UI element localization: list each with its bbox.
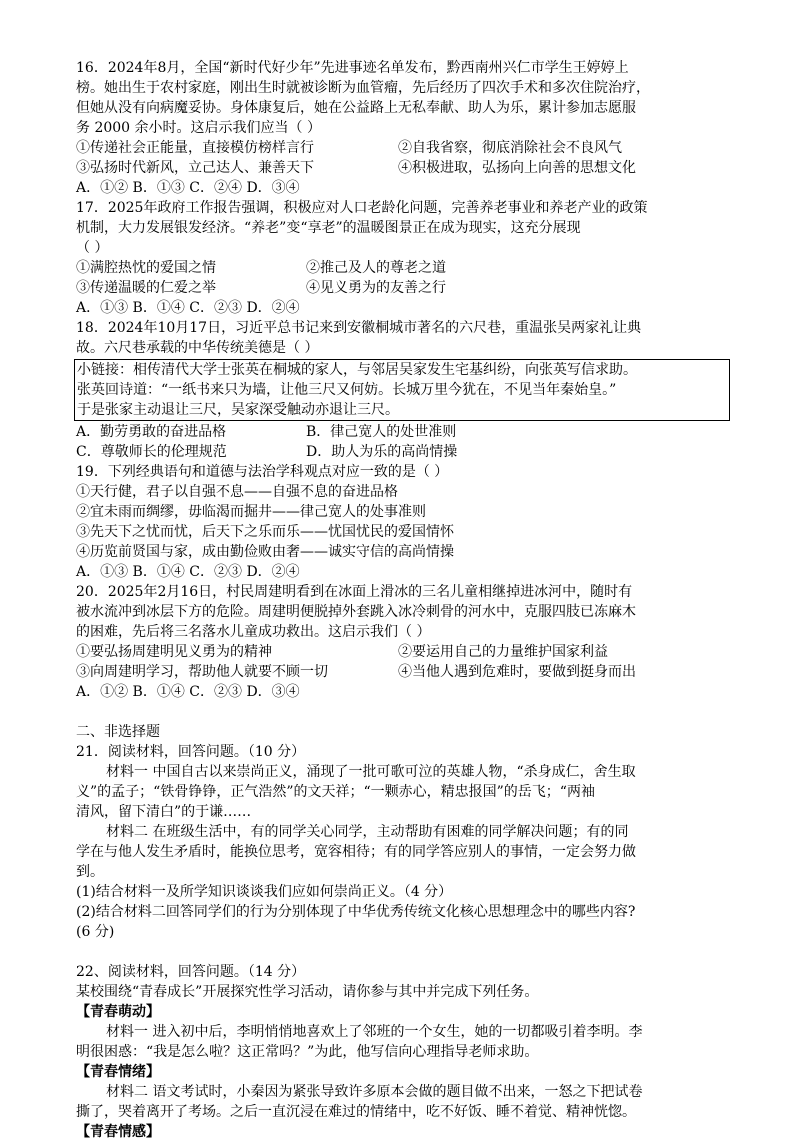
q17-option-1: ①满腔热忱的爱国之情 [76,260,216,276]
q21-material-1-line: 义”的孟子；“铁骨铮铮，正气浩然”的文天祥；“一颗赤心，精忠报国”的岳飞；“两袖 [76,784,595,800]
q17-option-4: ④见义勇为的友善之行 [306,280,446,296]
question-19 [76,462,726,582]
question-22 [76,962,726,1142]
q18-link-line: 小链接：相传清代大学士张英在桐城的家人，与邻居吴家发生宅基纠纷，向张英写信求助。 [77,362,637,378]
q20-option-3: ③向周建明学习，帮助他人就要不顾一切 [76,664,328,680]
q16-stem-line: 但她从没有向病魔妥协。身体康复后，她在公益路上无私奉献、助人为乐，累计参加志愿服 [76,100,636,116]
q17-choices: A．①③ B．①④ C．②③ D．②④ [76,300,300,316]
q20-option-1: ①要弘扬周建明见义勇为的精神 [76,644,272,660]
q17-options-row [76,278,726,298]
q21-material-2-line: 到。 [76,864,104,880]
q22-material-2-line: 材料二 语文考试时，小秦因为紧张导致许多原本会做的题目做不出来，一怒之下把试卷 [106,1084,643,1100]
q18-options-row [76,422,726,442]
q20-options-row [76,662,726,682]
q16-options-row [76,158,726,178]
question-18 [76,318,726,462]
question-20 [76,582,726,702]
q17-option-3: ③传递温暖的仁爱之举 [76,280,216,296]
q21-subquestion-2-score: (6 分) [76,924,115,940]
q22-section-tag: 【青春萌动】 [76,1004,160,1020]
q18-link-line: 张英回诗道：“一纸书来只为墙，让他三尺又何妨。长城万里今犹在，不见当年秦始皇。” [77,382,617,398]
q19-stem-line: 19．下列经典语句和道德与法治学科观点对应一致的是（ ） [76,464,449,480]
q18-link-line: 于是张家主动退让三尺，吴家深受触动亦退让三尺。 [77,402,399,418]
q16-stem-line: 榜。她出生于农村家庭，刚出生时就被诊断为血管瘤，先后经历了四次手术和多次住院治疗， [76,80,650,96]
section-title: 二、非选择题 [76,724,160,740]
q21-material-1-line: 清风，留下清白”的于谦…… [76,804,252,820]
q20-option-2: ②要运用自己的力量维护国家利益 [398,644,608,660]
q16-option-4: ④积极进取，弘扬向上向善的思想文化 [398,160,636,176]
q16-option-3: ③弘扬时代新风，立己达人、兼善天下 [76,160,314,176]
q22-intro: 某校围绕“青春成长”开展探究性学习活动，请你参与其中并完成下列任务。 [76,984,539,1000]
q19-statement: ④历览前贤国与家，成由勤俭败由奢——诚实守信的高尚情操 [76,544,454,560]
q16-choices: A．①② B．①③ C．②④ D．③④ [76,180,300,196]
exam-page [76,58,726,1142]
q22-material-1-line: 材料一 进入初中后，李明悄悄地喜欢上了邻班的一个女生，她的一切都吸引着李明。李 [106,1024,643,1040]
spacer [76,942,726,962]
q19-statement: ①天行健，君子以自强不息——自强不息的奋进品格 [76,484,398,500]
q21-header: 21．阅读材料，回答问题。（10 分） [76,744,306,760]
q18-stem-line: 18．2024年10月17日，习近平总书记来到安徽桐城市著名的六尺巷，重温张吴两家礼让典 [76,320,642,336]
q18-option-a: A．勤劳勇敢的奋进品格 [76,424,227,440]
q22-header: 22、阅读材料，回答问题。（14 分） [76,964,306,980]
q20-stem-line: 20．2025年2月16日，村民周建明看到在冰面上滑冰的三名儿童相继掉进冰河中，随时有 [76,584,633,600]
q16-options-row [76,138,726,158]
q18-stem-line: 故。六尺巷承载的中华传统美德是（ ） [76,340,319,356]
q20-choices: A．①② B．①④ C．②③ D．③④ [76,684,300,700]
q17-option-2: ②推己及人的尊老之道 [306,260,446,276]
q17-stem-line: 17．2025年政府工作报告强调，积极应对人口老龄化问题，完善养老事业和养老产业的政策 [76,200,648,216]
q21-material-2-line: 学在与他人发生矛盾时，能换位思考，宽容相待；有的同学答应别人的事情，一定会努力做 [76,844,636,860]
q19-choices: A．①③ B．①④ C．②③ D．②④ [76,564,300,580]
q20-option-4: ④当他人遇到危难时，要做到挺身而出 [398,664,636,680]
q21-subquestion-1: (1)结合材料一及所学知识谈谈我们应如何崇尚正义。（4 分） [76,884,453,900]
q17-options-row [76,258,726,278]
q16-stem-line: 16．2024年8月，全国“新时代好少年”先进事迹名单发布，黔西南州兴仁市学生王婷婷上 [76,60,629,76]
q22-section-tag: 【青春情绪】 [76,1064,160,1080]
q17-stem-line: 机制，大力发展银发经济。“养老”变“享老”的温暖图景正在成为现实，这充分展现 [76,220,581,236]
q16-option-1: ①传递社会正能量，直接模仿榜样言行 [76,140,314,156]
q20-stem-line: 被水流冲到冰层下方的危险。周建明便脱掉外套跳入冰冷刺骨的河水中，克服四肢已冻麻木 [76,604,636,620]
q18-option-c: C．尊敬师长的伦理规范 [76,444,227,460]
question-17 [76,198,726,318]
spacer [76,702,726,722]
q21-subquestion-2: (2)结合材料二回答同学们的行为分别体现了中华优秀传统文化核心思想理念中的哪些内容? [76,904,636,920]
q16-stem-line: 务 2000 余小时。这启示我们应当（ ） [76,120,321,136]
q21-material-1-line: 材料一 中国自古以来崇尚正义，涌现了一批可歌可泣的英雄人物，“杀身成仁，舍生取 [106,764,636,780]
q22-material-1-line: 明很困惑：“我是怎么啦？这正常吗？”为此，他写信向心理指导老师求助。 [76,1044,539,1060]
q22-material-2-line: 撕了，哭着离开了考场。之后一直沉浸在难过的情绪中，吃不好饭、睡不着觉、精神恍惚。 [76,1104,636,1120]
q18-option-b: B．律己宽人的处世准则 [306,424,457,440]
q18-option-d: D．助人为乐的高尚情操 [306,444,458,460]
q21-material-2-line: 材料二 在班级生活中，有的同学关心同学，主动帮助有困难的同学解决问题；有的同 [106,824,629,840]
q19-statement: ②宜未雨而绸缪，毋临渴而掘井——律己宽人的处事准则 [76,504,426,520]
q22-section-tag: 【青春情感】 [76,1124,160,1140]
question-16 [76,58,726,198]
q18-link-box [74,359,730,421]
q18-options-row [76,442,726,462]
q20-options-row [76,642,726,662]
q16-option-2: ②自我省察，彻底消除社会不良风气 [398,140,622,156]
q19-statement: ③先天下之忧而忧，后天下之乐而乐——忧国忧民的爱国情怀 [76,524,454,540]
question-21 [76,742,726,942]
q20-stem-line: 的困难，先后将三名落水儿童成功救出。这启示我们（ ） [76,624,431,640]
q17-stem-line: （ ） [76,240,109,256]
